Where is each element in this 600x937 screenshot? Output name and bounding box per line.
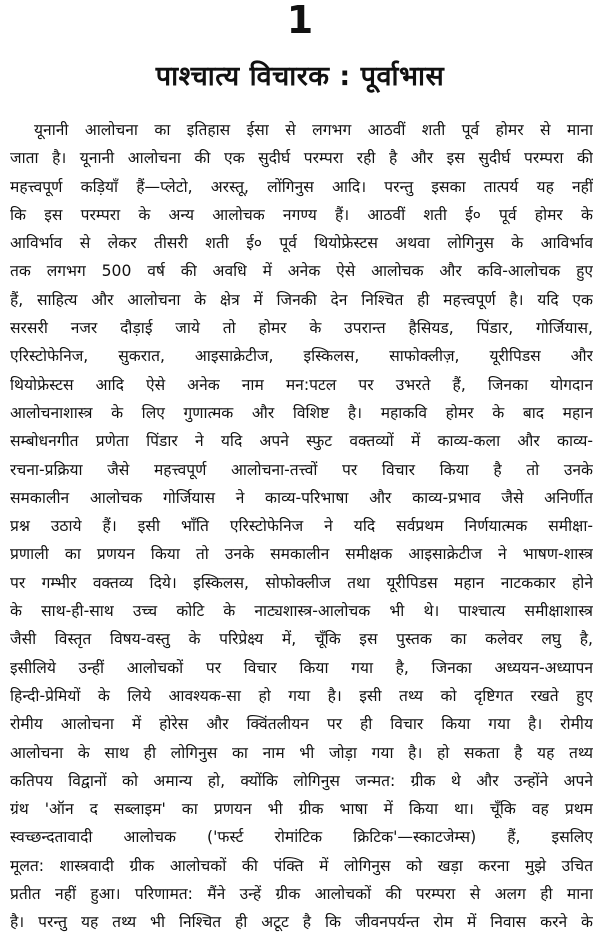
text-line: इसीलिये उन्हीं आलोचकों पर विचार किया गया है, जिनका अध्ययन-अध्यापन [10,658,593,677]
text-line: कि इस परम्परा के अन्य आलोचक नगण्य हैं। आठवीं शती ई० पूर्व होमर के [10,205,593,224]
text-line: ग्रंथ 'ऑन द सब्लाइम' का प्रणयन भी ग्रीक भाषा में किया था। चूँकि वह प्रथम [10,800,593,819]
body-paragraph [10,116,593,937]
text-line: प्रश्न उठाये हैं। इसी भाँति एरिस्टोफेनिज ने यदि सर्वप्रथम निर्णयात्मक समीक्षा- [10,517,593,536]
text-line: आलोचना के साथ ही लोगिनुस का नाम भी जोड़ा गया है। हो सकता है यह तथ्य [10,743,593,762]
text-line: रचना-प्रक्रिया जैसे महत्त्वपूर्ण आलोचना-तत्त्वों पर विचार किया है तो उनके [10,460,593,479]
text-line: सम्बोधनगीत प्रणेता पिंडार ने यदि अपने स्फुट वक्तव्यों में काव्य-कला और काव्य- [10,432,593,451]
text-line: थियोफ्रेस्टस आदि ऐसे अनेक नाम मन:पटल पर उभरते हैं, जिनका योगदान [10,375,593,394]
text-line: हिन्दी-प्रेमियों के लिये आवश्यक-सा हो गया है। इसी तथ्य को दृष्टिगत रखते हुए [10,686,593,705]
chapter-number: 1 [286,0,314,42]
text-line: समकालीन आलोचक गोर्जियास ने काव्य-परिभाषा और काव्य-प्रभाव जैसे अनिर्णीत [10,488,593,507]
text-line: के साथ-ही-साथ उच्च कोटि के नाट्यशास्त्र-आलोचक भी थे। पाश्चात्य समीक्षाशास्त्र [10,602,593,621]
text-line: मूलत: शास्त्रवादी ग्रीक आलोचकों की पंक्ति में लोगिनुस को खड़ा करना मुझे उचित [10,856,593,875]
text-line: कतिपय विद्वानों को अमान्य हो, क्योंकि लोगिनुस जन्मत: ग्रीक थे और उन्होंने अपने [10,771,593,790]
text-line: सरसरी नजर दौड़ाई जाये तो होमर के उपरान्त हैसियड, पिंडार, गोर्जियास, [10,319,593,338]
text-line: तक लगभग 500 वर्ष की अवधि में अनेक ऐसे आलोचक और कवि-आलोचक हुए [10,262,593,281]
text-line: पर गम्भीर वक्तव्य दिये। इस्किलस, सोफोक्लीज तथा यूरीपिडस महान नाटककार होने [10,573,593,592]
text-line: आलोचनाशास्त्र के लिए गुणात्मक और विशिष्ट है। महाकवि होमर के बाद महान [10,403,593,422]
text-line: जैसी विस्तृत विषय-वस्तु के परिप्रेक्ष्य में, चूँकि इस पुस्तक का कलेवर लघु है, [10,630,593,649]
chapter-title: पाश्चात्य विचारक : पूर्वाभास [155,61,445,92]
text-line: रोमीय आलोचना में होरेस और क्विंतलीयन पर ही विचार किया गया है। रोमीय [10,715,593,734]
text-line: प्रणाली का प्रणयन किया तो उनके समकालीन समीक्षक आइसाक्रेटीज ने भाषण-शास्त्र [10,545,593,564]
text-line: है। परन्तु यह तथ्य भी निश्चित ही अटूट है कि जीवनपर्यन्त रोम में निवास करने के [10,913,593,932]
text-line: हैं, साहित्य और आलोचना के क्षेत्र में जिनकी देन निश्चित ही महत्त्वपूर्ण है। यदि एक [10,290,593,309]
text-line: जाता है। यूनानी आलोचना की एक सुदीर्घ परम्परा रही है और इस सुदीर्घ परम्परा की [10,149,593,168]
text-line: प्रतीत नहीं हुआ। परिणामत: मैंने उन्हें ग्रीक आलोचकों की परम्परा से अलग ही माना [10,885,593,904]
text-line: यूनानी आलोचना का इतिहास ईसा से लगभग आठवीं शती पूर्व होमर से माना [34,121,593,139]
text-line: स्वच्छन्दतावादी आलोचक ('फर्स्ट रोमांटिक क्रिटिक'—स्काटजेम्स) हैं, इसलिए [10,828,593,847]
text-line: आविर्भाव से लेकर तीसरी शती ई० पूर्व थियोफ्रेस्टस अथवा लोगिनुस के आविर्भाव [10,234,593,253]
text-line: एरिस्टोफेनिज, सुकरात, आइसाक्रेटीज, इस्किलस, साफोक्लीज़, यूरीपिडस और [10,347,593,366]
text-line: महत्त्वपूर्ण कड़ियाँ हैं—प्लेटो, अरस्तू, लोंगिनुस आदि। परन्तु इसका तात्पर्य यह नहीं [10,177,593,196]
